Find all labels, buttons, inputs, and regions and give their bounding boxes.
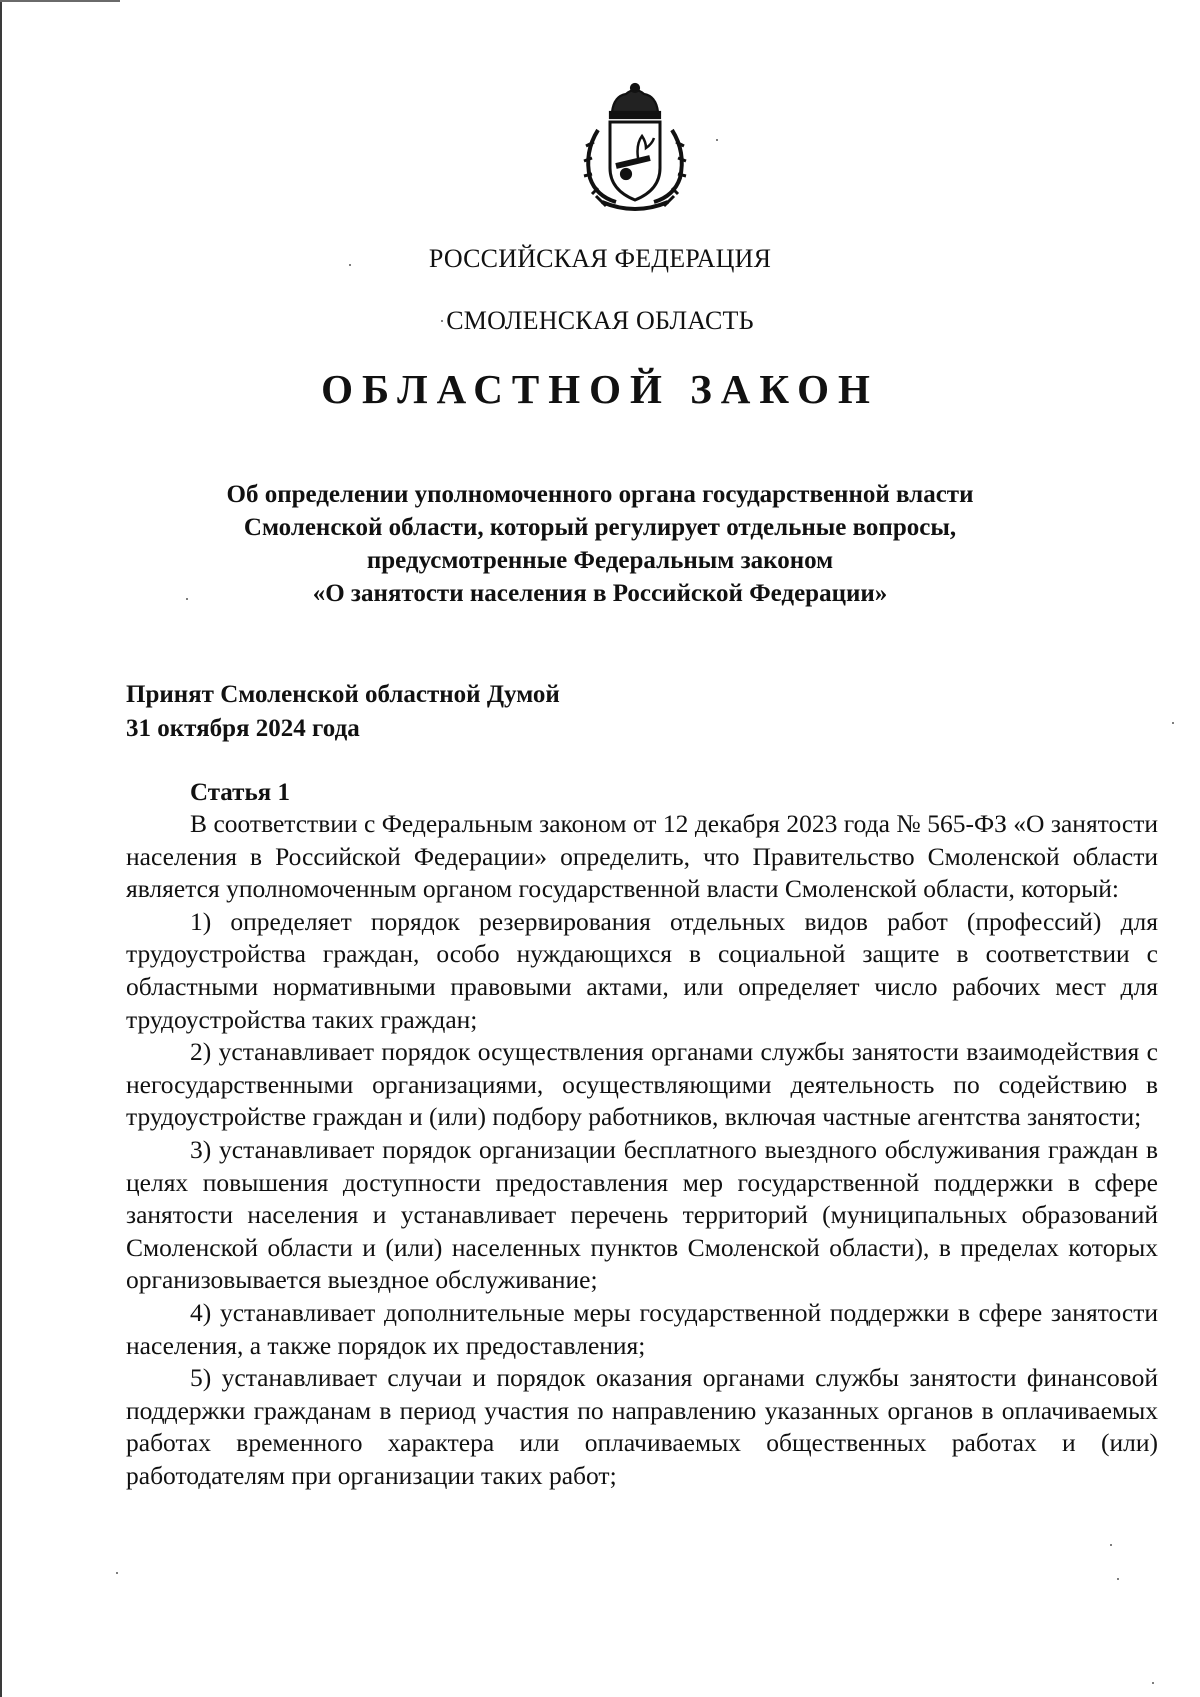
scan-speck	[716, 139, 718, 141]
article-item-1: 1) определяет порядок резервирования отдельных видов работ (профессий) для трудоустройства граждан, особо нуждающихся в социальной защите в соответствии с областными нормативными правовыми актами, или определяет число рабочих мест для трудоустройства таких граждан;	[126, 906, 1158, 1034]
article-intro: В соответствии с Федеральным законом от 12 декабря 2023 года № 565-ФЗ «О занятости населения в Российской Федерации» определить, что Правительство Смоленской области является уполномоченным органом государственной власти Смоленской области, который:	[126, 809, 1158, 904]
article-item-5: 5) устанавливает случаи и порядок оказания органами службы занятости финансовой поддержки гражданам в период участия по направлению указанных органов в оплачиваемых работах временного характера или оплачиваемых общественных работах и (или) работодателям при организации таких работ;	[126, 1363, 1158, 1490]
document-type: ОБЛАСТНОЙ ЗАКОН	[321, 366, 879, 412]
scan-speck	[1110, 1544, 1112, 1546]
scan-edge-top	[0, 0, 120, 2]
article-body	[126, 808, 1158, 1492]
adoption-note	[126, 678, 560, 746]
law-title-line: Об определении уполномоченного органа государственной власти	[226, 481, 974, 508]
adoption-body: Принят Смоленской областной Думой	[126, 681, 560, 708]
coat-of-arms-emblem	[576, 82, 694, 214]
law-title-line: предусмотренные Федеральным законом	[366, 547, 834, 574]
law-title-line: Смоленской области, который регулирует отдельные вопросы,	[243, 514, 957, 541]
law-title-line: «О занятости населения в Российской Федерации»	[312, 580, 888, 607]
article-item-2: 2) устанавливает порядок осуществления органами службы занятости взаимодействия с негосударственными организациями, осуществляющими деятельность по содействию в трудоустройстве граждан и (или) подбору работников, включая частные агентства занятости;	[126, 1037, 1158, 1132]
country-name: РОССИЙСКАЯ ФЕДЕРАЦИЯ	[428, 244, 772, 273]
scan-speck	[1172, 722, 1174, 724]
adoption-date: 31 октября 2024 года	[126, 715, 360, 742]
scan-speck	[1117, 1578, 1119, 1580]
scan-speck	[1152, 1682, 1154, 1684]
scan-speck	[116, 1572, 118, 1574]
article-heading: Статья 1	[190, 779, 290, 806]
law-title	[140, 478, 1060, 610]
article-item-3: 3) устанавливает порядок организации бесплатного выездного обслуживания граждан в целях повышения доступности предоставления мер государственной поддержки в сфере занятости населения и устанавливает перечень территорий (муниципальных образований Смоленской области и (или) населенных пунктов Смоленской области), в пределах которых организовывается выездное обслуживание;	[126, 1134, 1158, 1295]
region-name: СМОЛЕНСКАЯ ОБЛАСТЬ	[446, 306, 754, 335]
article-item-4: 4) устанавливает дополнительные меры государственной поддержки в сфере занятости населения, а также порядок их предоставления;	[126, 1297, 1158, 1360]
